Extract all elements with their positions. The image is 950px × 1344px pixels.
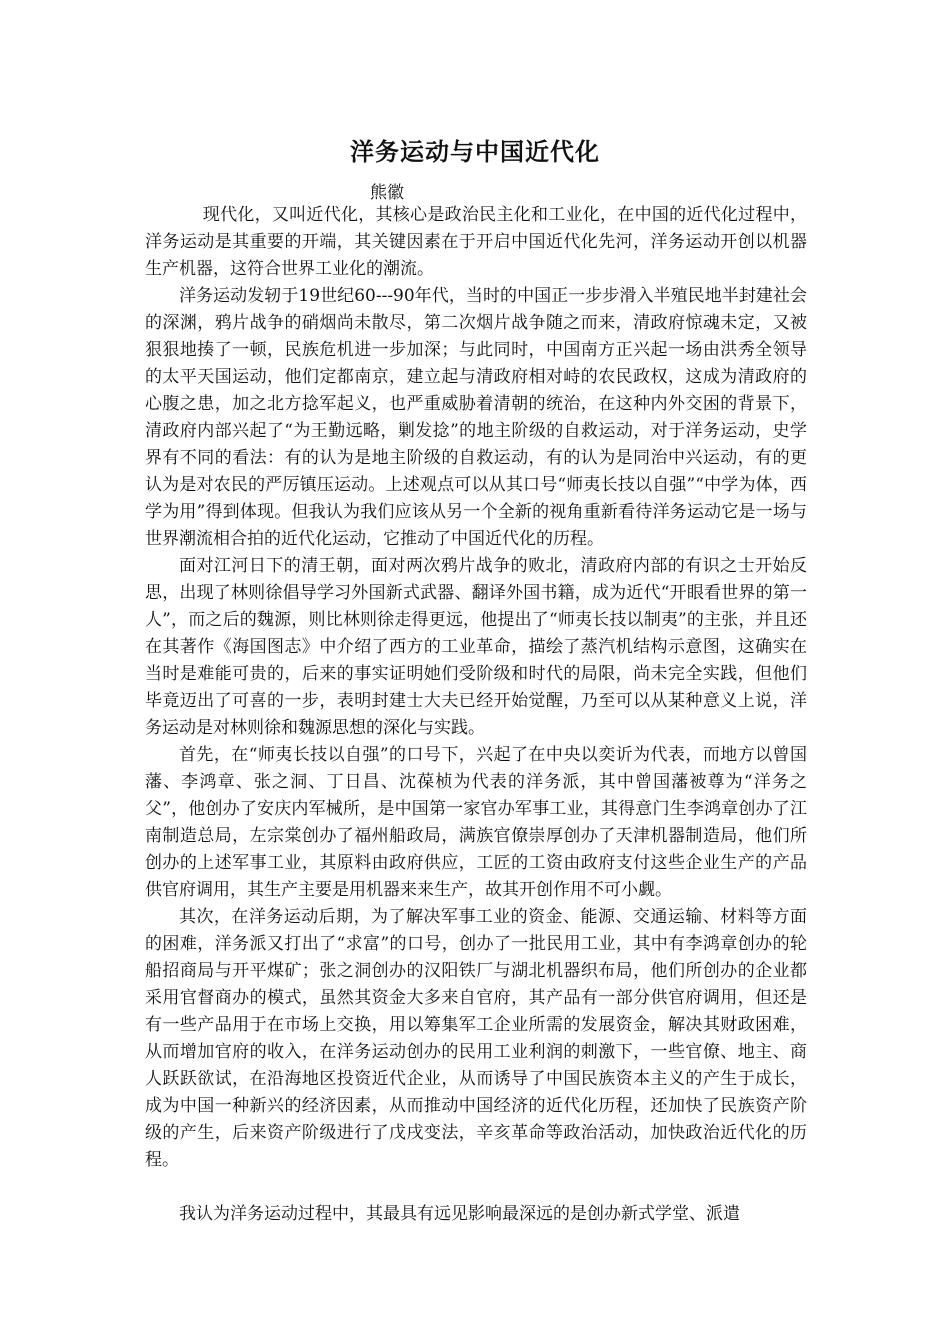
paragraph-education: 我认为洋务运动过程中，其最具有远见影响最深远的是创办新式学堂、派遣	[179, 1204, 740, 1224]
paragraph-intro: 现代化，又叫近代化，其核心是政治民主化和工业化，在中国的近代化过程中，洋务运动是其重要的开端，其关键因素在于开启中国近代化先河，洋务运动开创以机器生产机器，这符合世界工业化的潮流。	[145, 205, 807, 279]
paragraph-reflection: 面对江河日下的清王朝，面对两次鸦片战争的败北，清政府内部的有识之士开始反思，出现了林则徐倡导学习外国新式武器、翻译外国书籍，成为近代“开眼看世界的第一人”，而之后的魏源，则比林则徐走得更远，他提出了“师夷长技以制夷”的主张，并且还在其著作《海国图志》中介绍了西方的工业革命，描绘了蒸汽机结构示意图，这确实在当时是难能可贵的，后来的事实证明她们受阶级和时代的局限，尚未完全实践，但他们毕竟迈出了可喜的一步，表明封建士大夫已经开始觉醒，乃至可以从某种意义上说，洋务运动是对林则徐和魏源思想的深化与实践。	[145, 556, 807, 738]
document-title: 洋务运动与中国近代化	[350, 138, 600, 166]
paragraph-civil-industry: 其次，在洋务运动后期，为了解决军事工业的资金、能源、交通运输、材料等方面的困难，洋务派又打出了“求富”的口号，创办了一批民用工业，其中有李鸿章创办的轮船招商局与开平煤矿；张之洞创办的汉阳铁厂与湖北机器织布局，他们所创办的企业都采用官督商办的模式，虽然其资金大多来自官府，其产品有一部分供官府调用，但还是有一些产品用于在市场上交换，用以筹集军工企业所需的发展资金，解决其财政困难，从而增加官府的收入，在洋务运动创办的民用工业利润的刺激下，一些官僚、地主、商人跃跃欲试，在沿海地区投资近代企业，从而诱导了中国民族资本主义的产生于成长，成为中国一种新兴的经济因素，从而推动中国经济的近代化历程，还加快了民族资产阶级的产生，后来资产阶级进行了戊戌变法，辛亥革命等政治活动，加快政治近代化的历程。	[145, 907, 807, 1170]
paragraph-background: 洋务运动发轫于19世纪60---90年代，当时的中国正一步步滑入半殖民地半封建社会的深渊，鸦片战争的硝烟尚未散尽，第二次烟片战争随之而来，清政府惊魂未定，又被狠狠地揍了一顿，民族危机进一步加深；与此同时，中国南方正兴起一场由洪秀全领导的太平天国运动，他们定都南京，建立起与清政府相对峙的农民政权，这成为清政府的心腹之患，加之北方捻军起义，也严重威胁着清朝的统治，在这种内外交困的背景下，清政府内部兴起了“为王勤远略，剿发捻”的地主阶级的自救运动，对于洋务运动，史学界有不同的看法：有的认为是地主阶级的自救运动，有的认为是同治中兴运动，有的更认为是对农民的严厉镇压运动。上述观点可以从其口号“师夷长技以自强”“中学为体，西学为用”得到体现。但我认为我们应该从另一个全新的视角重新看待洋务运动它是一场与世界潮流相合拍的近代化运动，它推动了中国近代化的历程。	[145, 286, 807, 549]
author-name: 熊徽	[370, 183, 404, 203]
document-body	[145, 202, 807, 1228]
paragraph-military-industry: 首先，在“师夷长技以自强”的口号下，兴起了在中央以奕䜣为代表，而地方以曾国藩、李鸿章、张之洞、丁日昌、沈葆桢为代表的洋务派，其中曾国藩被尊为“洋务之父”，他创办了安庆内军械所，是中国第一家官办军事工业，其得意门生李鸿章创办了江南制造总局，左宗棠创办了福州船政局，满族官僚崇厚创办了天津机器制造局，他们所创办的上述军事工业，其原料由政府供应，工匠的工资由政府支付这些企业生产的产品供官府调用，其生产主要是用机器来来生产，故其开创作用不可小觑。	[145, 745, 807, 900]
